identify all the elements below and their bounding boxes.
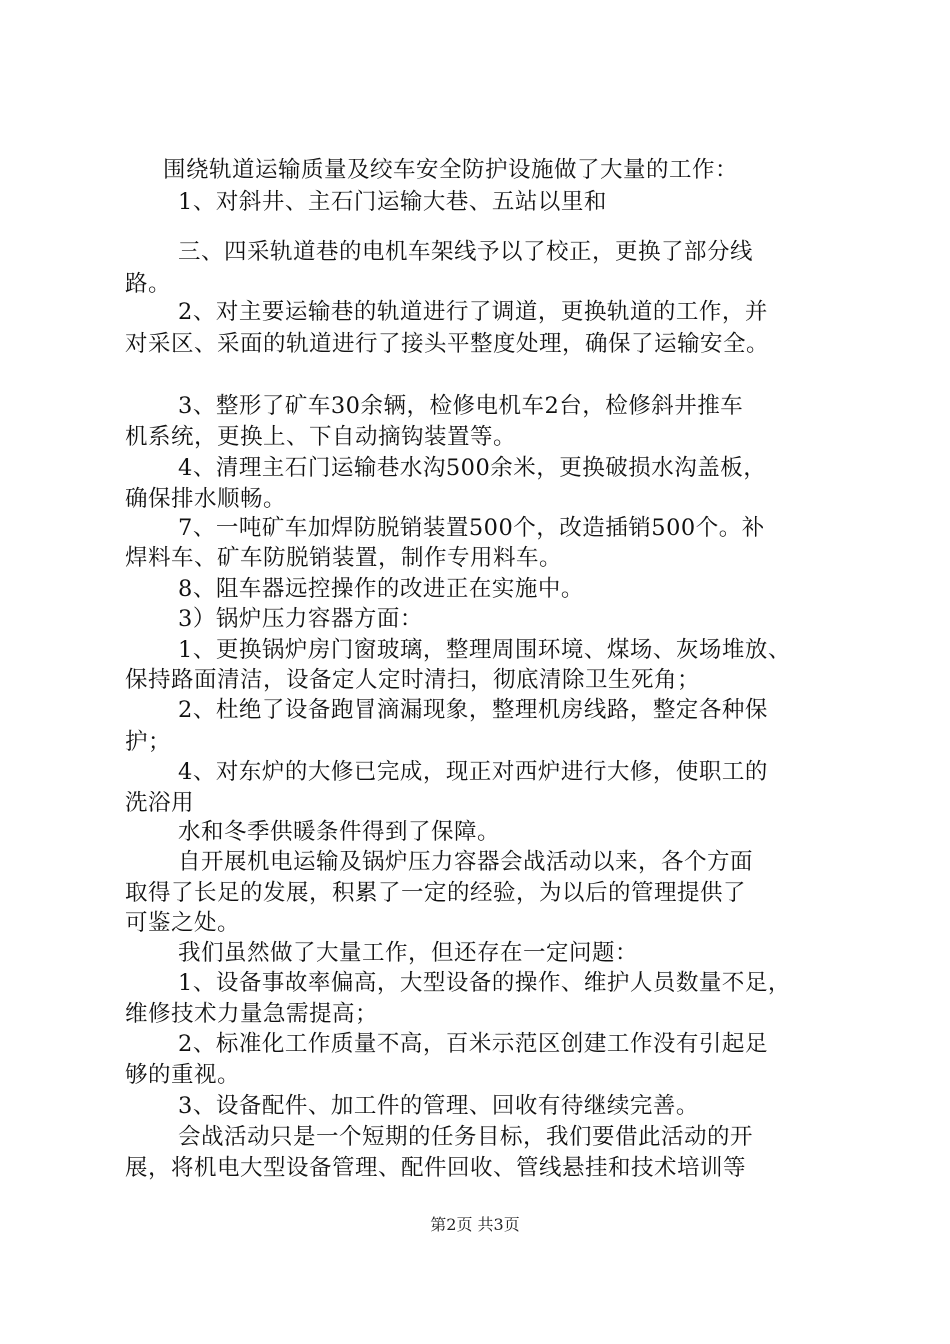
page-number-footer: 第2页 共3页	[430, 1215, 520, 1234]
text-line: 自开展机电运输及锅炉压力容器会战活动以来，各个方面	[178, 849, 754, 875]
text-line: 够的重视。	[125, 1062, 241, 1088]
text-line: 1、设备事故率偏高，大型设备的操作、维护人员数量不足，	[178, 970, 791, 996]
text-line: 洗浴用	[125, 790, 195, 816]
text-line: 2、标准化工作质量不高，百米示范区创建工作没有引起足	[178, 1031, 768, 1057]
text-line: 维修技术力量急需提高；	[125, 1001, 379, 1027]
text-line: 1、对斜井、主石门运输大巷、五站以里和	[178, 189, 607, 215]
text-line: 三、四采轨道巷的电机车架线予以了校正，更换了部分线	[178, 239, 754, 265]
text-line: 4、对东炉的大修已完成，现正对西炉进行大修，使职工的	[178, 759, 768, 785]
text-line: 3、设备配件、加工件的管理、回收有待继续完善。	[178, 1093, 699, 1119]
text-line: 可鉴之处。	[125, 910, 241, 936]
text-line: 7、一吨矿车加焊防脱销装置500个，改造插销500个。补	[178, 515, 765, 541]
text-line: 4、清理主石门运输巷水沟500余米，更换破损水沟盖板，	[178, 455, 767, 481]
text-line: 水和冬季供暖条件得到了保障。	[178, 819, 501, 845]
text-line: 1、更换锅炉房门窗玻璃，整理周围环境、煤场、灰场堆放、	[178, 637, 791, 663]
text-line: 护；	[125, 729, 172, 755]
text-line: 我们虽然做了大量工作，但还存在一定问题：	[178, 940, 639, 966]
text-line: 焊料车、矿车防脱销装置，制作专用料车。	[125, 545, 563, 571]
text-line: 取得了长足的发展，积累了一定的经验，为以后的管理提供了	[125, 880, 747, 906]
text-line: 2、杜绝了设备跑冒滴漏现象，整理机房线路，整定各种保	[178, 697, 768, 723]
text-line: 会战活动只是一个短期的任务目标，我们要借此活动的开	[178, 1124, 754, 1150]
text-line: 8、阻车器远控操作的改进正在实施中。	[178, 576, 584, 602]
text-line: 路。	[125, 271, 172, 297]
text-line: 对采区、采面的轨道进行了接头平整度处理，确保了运输安全。	[125, 331, 770, 357]
text-line: 确保排水顺畅。	[125, 486, 287, 512]
text-line: 展，将机电大型设备管理、配件回收、管线悬挂和技术培训等	[125, 1155, 747, 1181]
text-line: 机系统，更换上、下自动摘钩装置等。	[125, 424, 517, 450]
text-line: 3）锅炉压力容器方面：	[178, 606, 423, 632]
text-line: 保持路面清洁，设备定人定时清扫，彻底清除卫生死角；	[125, 667, 701, 693]
text-line: 2、对主要运输巷的轨道进行了调道，更换轨道的工作，并	[178, 299, 768, 325]
text-line: 围绕轨道运输质量及绞车安全防护设施做了大量的工作：	[163, 157, 739, 183]
text-line: 3、整形了矿车30余辆，检修电机车2台，检修斜井推车	[178, 393, 744, 419]
